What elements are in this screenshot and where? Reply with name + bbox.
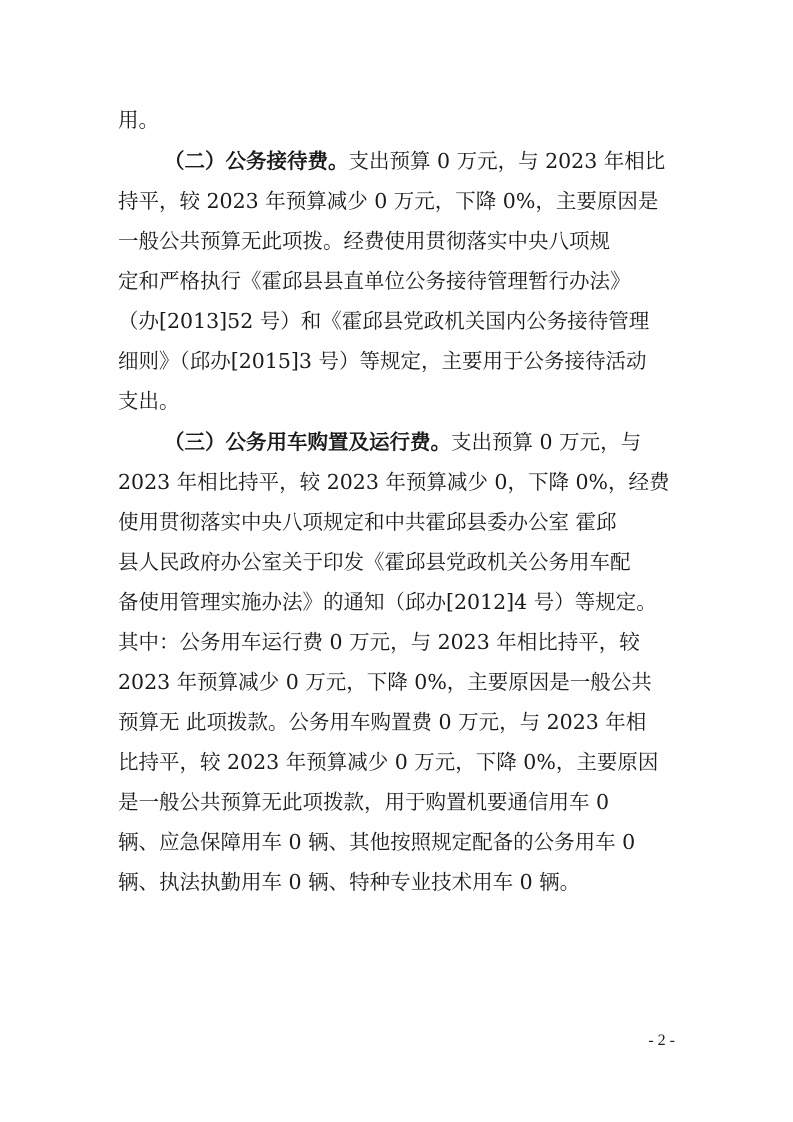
paragraph-line: 县人民政府办公室关于印发《霍邱县党政机关公务用车配 [118, 550, 631, 574]
section-heading: （二）公务接待费。 [164, 149, 349, 173]
paragraph-line: 定和严格执行《霍邱县县直单位公务接待管理暂行办法》 [118, 269, 631, 293]
paragraph-line: 辆、应急保障用车 0 辆、其他按照规定配备的公务用车 0 [118, 830, 636, 854]
paragraph-line: 一般公共预算无此项拨。经费使用贯彻落实中央八项规 [118, 229, 610, 253]
section-text: 支出预算 0 万元，与 2023 年相比 [348, 149, 666, 173]
paragraph-line: 2023 年预算减少 0 万元，下降 0%，主要原因是一般公共 [118, 670, 652, 694]
paragraph-line: 是一般公共预算无此项拨款，用于购置机要通信用车 0 [118, 790, 610, 814]
paragraph-line: 2023 年相比持平，较 2023 年预算减少 0，下降 0%，经费 [118, 470, 670, 494]
section-heading: （三）公务用车购置及运行费。 [164, 430, 451, 454]
paragraph-line: 持平，较 2023 年预算减少 0 万元，下降 0%，主要原因是 [118, 189, 659, 213]
section-text: 支出预算 0 万元，与 [451, 430, 642, 454]
section-line [164, 422, 678, 462]
paragraph-line: 支出。 [118, 389, 180, 413]
paragraph-line: 使用贯彻落实中央八项规定和中共霍邱县委办公室 霍邱 [118, 510, 617, 534]
page-number: - 2 - [648, 1032, 675, 1049]
section-line [164, 141, 678, 181]
paragraph-line: 辆、执法执勤用车 0 辆、特种专业技术用车 0 辆。 [118, 870, 581, 894]
paragraph-line: 细则》（邱办[2015]3 号）等规定，主要用于公务接待活动 [118, 349, 647, 373]
paragraph-line: 备使用管理实施办法》的通知（邱办[2012]4 号）等规定。 [118, 590, 657, 614]
paragraph-line: （办[2013]52 号）和《霍邱县党政机关国内公务接待管理 [118, 309, 650, 333]
paragraph-line: 预算无 此项拨款。公务用车购置费 0 万元，与 2023 年相 [118, 710, 647, 734]
paragraph-line: 用。 [118, 108, 159, 132]
paragraph-line: 比持平，较 2023 年预算减少 0 万元，下降 0%，主要原因 [118, 750, 659, 774]
paragraph-line: 其中：公务用车运行费 0 万元，与 2023 年相比持平，较 [118, 630, 640, 654]
